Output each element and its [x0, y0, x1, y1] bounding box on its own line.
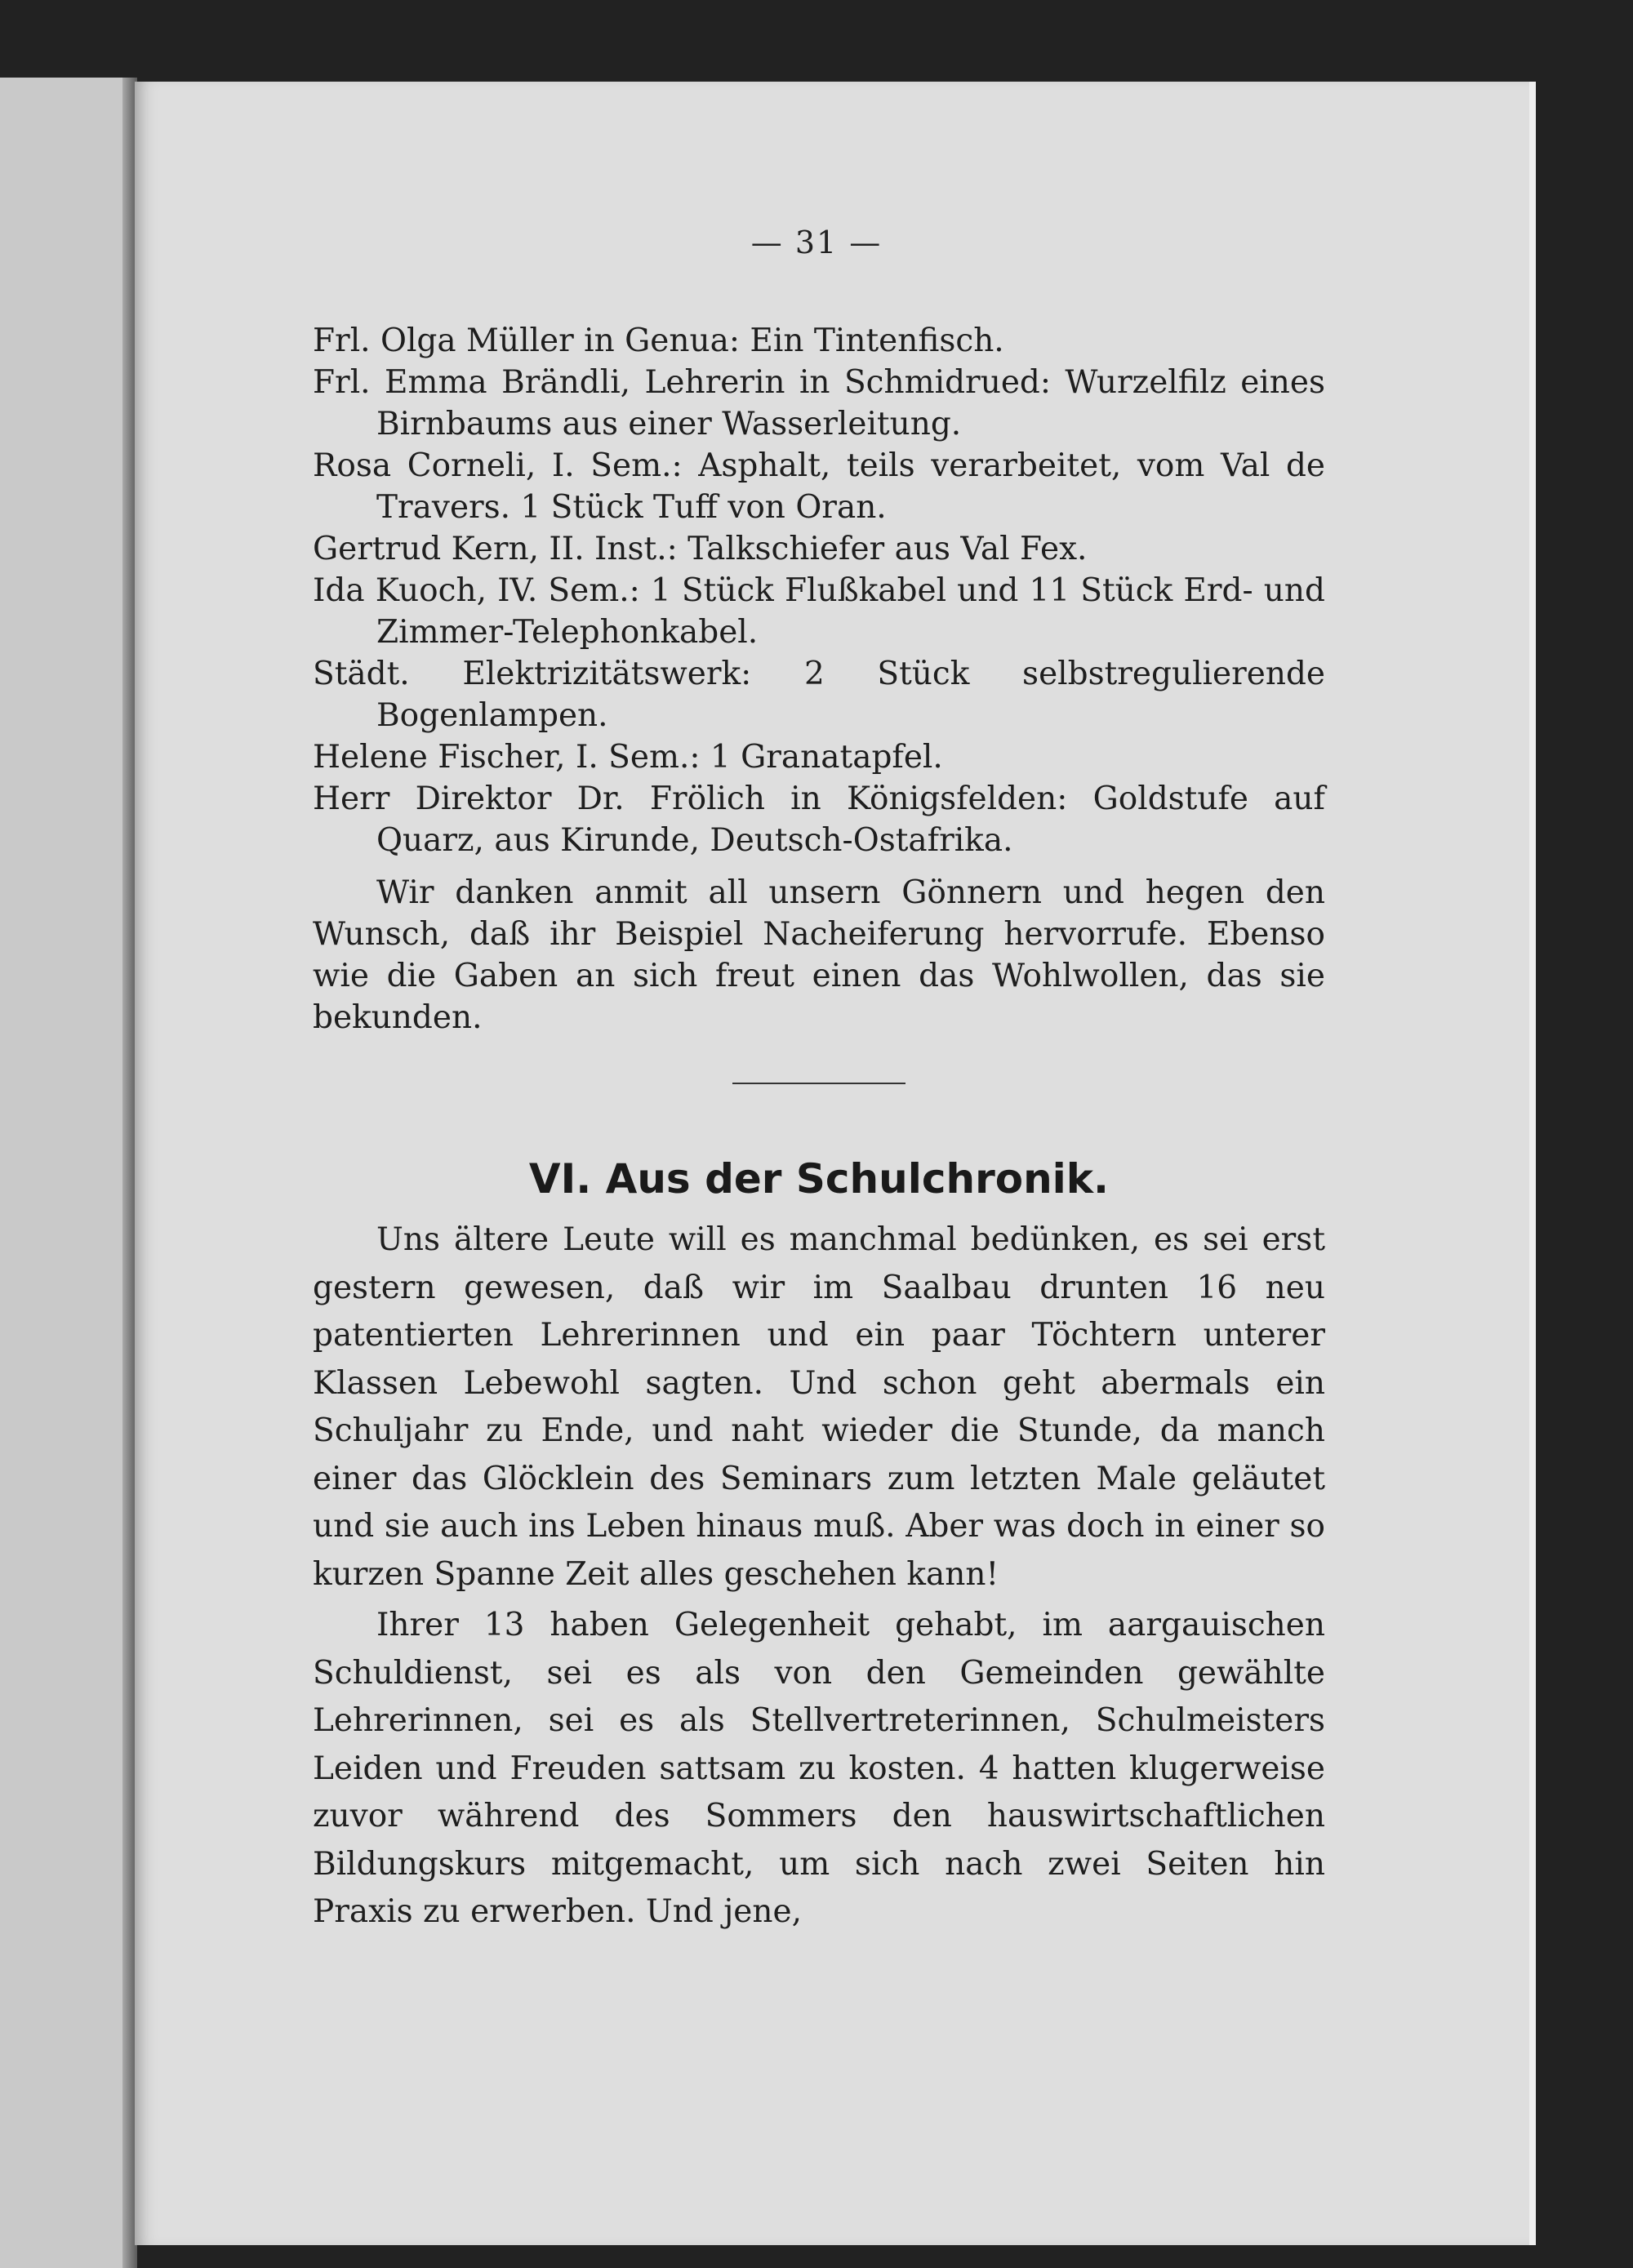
section-divider — [732, 1083, 905, 1084]
chronicle-paragraph: Uns ältere Leute will es manchmal bedünken, es sei erst gestern gewesen, daß wir im Saalbau drunten 16 neu patentierten Lehrerinnen und ein paar Töchtern unterer Klassen Lebewohl sagten. Und schon geht abermals ein Schuljahr zu Ende, und naht wieder die Stunde, da manch einer das Glöcklein des Seminars zum letzten Male geläutet und sie auch ins Leben hinaus muß. Aber was doch in einer so kurzen Spanne Zeit alles geschehen kann! — [313, 1221, 1325, 1593]
donation-entry: Gertrud Kern, II. Inst.: Talkschiefer aus Val Fex. — [313, 531, 1088, 567]
chronicle-paragraph: Ihrer 13 haben Gelegenheit gehabt, im aargauischen Schuldienst, sei es als von den Gemeinden gewählte Lehrerinnen, sei es als Stellvertreterinnen, Schulmeisters Leiden und Freuden sattsam zu kosten. 4 hatten klugerweise zuvor während des Sommers den hauswirtschaftlichen Bildungskurs mitgemacht, um sich nach zwei Seiten hin Praxis zu erwerben. Und jene, — [313, 1607, 1325, 1930]
section-heading: VI. Aus der Schulchronik. — [528, 1155, 1110, 1203]
donation-entry: Herr Direktor Dr. Frölich in Königsfelden: Goldstufe auf Quarz, aus Kirunde, Deutsch-Ostafrika. — [313, 780, 1325, 859]
donation-entry: Ida Kuoch, IV. Sem.: 1 Stück Flußkabel und 11 Stück Erd- und Zimmer-Telephonkabel. — [313, 572, 1325, 651]
donation-list — [313, 320, 1325, 861]
page-edge — [1529, 82, 1536, 2245]
donation-entry: Helene Fischer, I. Sem.: 1 Granatapfel. — [313, 739, 943, 776]
donation-entry: Städt. Elektrizitätswerk: 2 Stück selbstregulierende Bogenlampen. — [313, 656, 1325, 734]
page-number: — 31 — — [750, 225, 883, 260]
donation-entry: Rosa Corneli, I. Sem.: Asphalt, teils verarbeitet, vom Val de Travers. 1 Stück Tuff von Oran. — [313, 447, 1325, 526]
donation-entry: Frl. Emma Brändli, Lehrerin in Schmidrued: Wurzelfilz eines Birnbaums aus einer Wasserleitung. — [313, 364, 1325, 442]
page-content — [313, 320, 1325, 1937]
donation-entry: Frl. Olga Müller in Genua: Ein Tintenfisch. — [313, 322, 1004, 359]
thanks-paragraph: Wir danken anmit all unsern Gönnern und hegen den Wunsch, daß ihr Beispiel Nacheiferung hervorrufe. Ebenso wie die Gaben an sich freut einen das Wohlwollen, das sie bekunden. — [313, 874, 1325, 1036]
chronicle-text — [313, 1216, 1325, 1937]
facing-page-edge — [0, 78, 122, 2268]
